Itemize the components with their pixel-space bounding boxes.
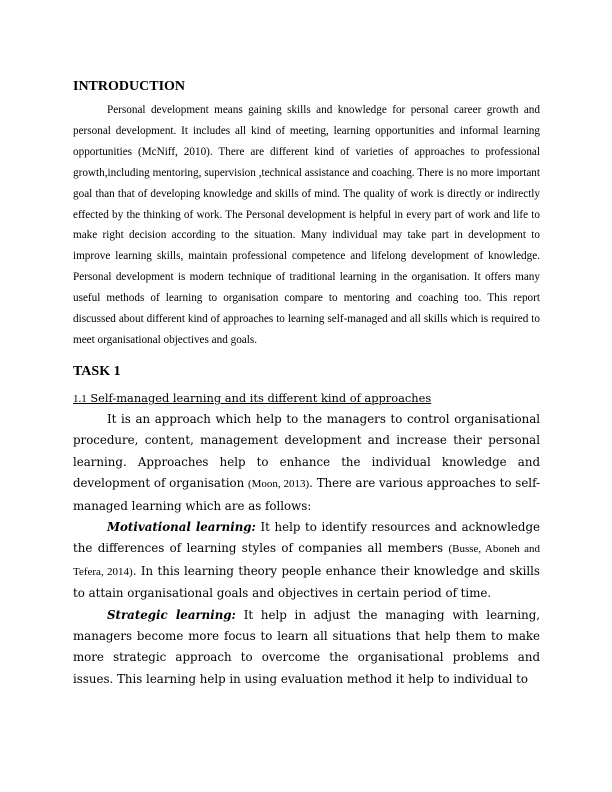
strategic-learning-term: Strategic learning: bbox=[107, 607, 236, 622]
document-body bbox=[73, 78, 540, 690]
citation: (Moon, 2013) bbox=[247, 478, 310, 491]
citation: (Busse, Aboneh and Tefera, 2014) bbox=[73, 543, 540, 578]
introduction-paragraph: Personal development means gaining skills and knowledge for personal career growth and personal development. It includes all kind of meeting, learning opportunities and informal learning opportunities (McNiff, 2010). There are different kind of varieties of approaches to professional growth,including mentoring, supervision ,technical assistance and coaching. There is no more important goal than that of developing knowledge and skills of mind. The quality of work is directly or indirectly effected by the thinking of work. The Personal development is helpful in every part of work and life to make right decision according to the situation. Many individual may take part in development to improve learning skills, maintain professional competence and lifelong development of knowledge. Personal development is modern technique of traditional learning in the organisation. It offers many useful methods of learning to organisation compare to mentoring and coaching too. This report discussed about different kind of approaches to learning self-managed and all skills which is required to meet organisational objectives and goals. bbox=[73, 104, 540, 346]
subsection-title: Self-managed learning and its different kind of approaches bbox=[90, 390, 432, 405]
self-managed-paragraph bbox=[73, 409, 540, 517]
paragraph-text-end: . There are various approaches to self-managed learning which are as follows: bbox=[73, 476, 541, 513]
motivational-learning-term: Motivational learning: bbox=[107, 519, 256, 534]
paragraph-text: It help in adjust the managing with learning, managers become more focus to learn all situations that help them to make more strategic approach to overcome the organisational problems and issues. This learning help in using evaluation method it help to individual to bbox=[73, 607, 541, 686]
paragraph-text: It help to identify resources and acknowledge the differences of learning styles of companies all members bbox=[73, 519, 540, 556]
paragraph-text: It is an approach which help to the managers to control organisational procedure, content, management development and increase their personal learning. Approaches help to enhance the individual knowledge and development of organisation bbox=[73, 411, 540, 491]
subsection-number: 1.1 bbox=[73, 392, 87, 405]
paragraph-text-end: . In this learning theory people enhance their knowledge and skills to attain organisational goals and objectives in certain period of time. bbox=[73, 563, 540, 601]
subsection-heading bbox=[73, 390, 540, 407]
introduction-heading: INTRODUCTION bbox=[73, 79, 186, 94]
task-heading: TASK 1 bbox=[73, 363, 121, 379]
strategic-learning-paragraph bbox=[73, 605, 540, 691]
motivational-learning-paragraph bbox=[73, 517, 540, 605]
